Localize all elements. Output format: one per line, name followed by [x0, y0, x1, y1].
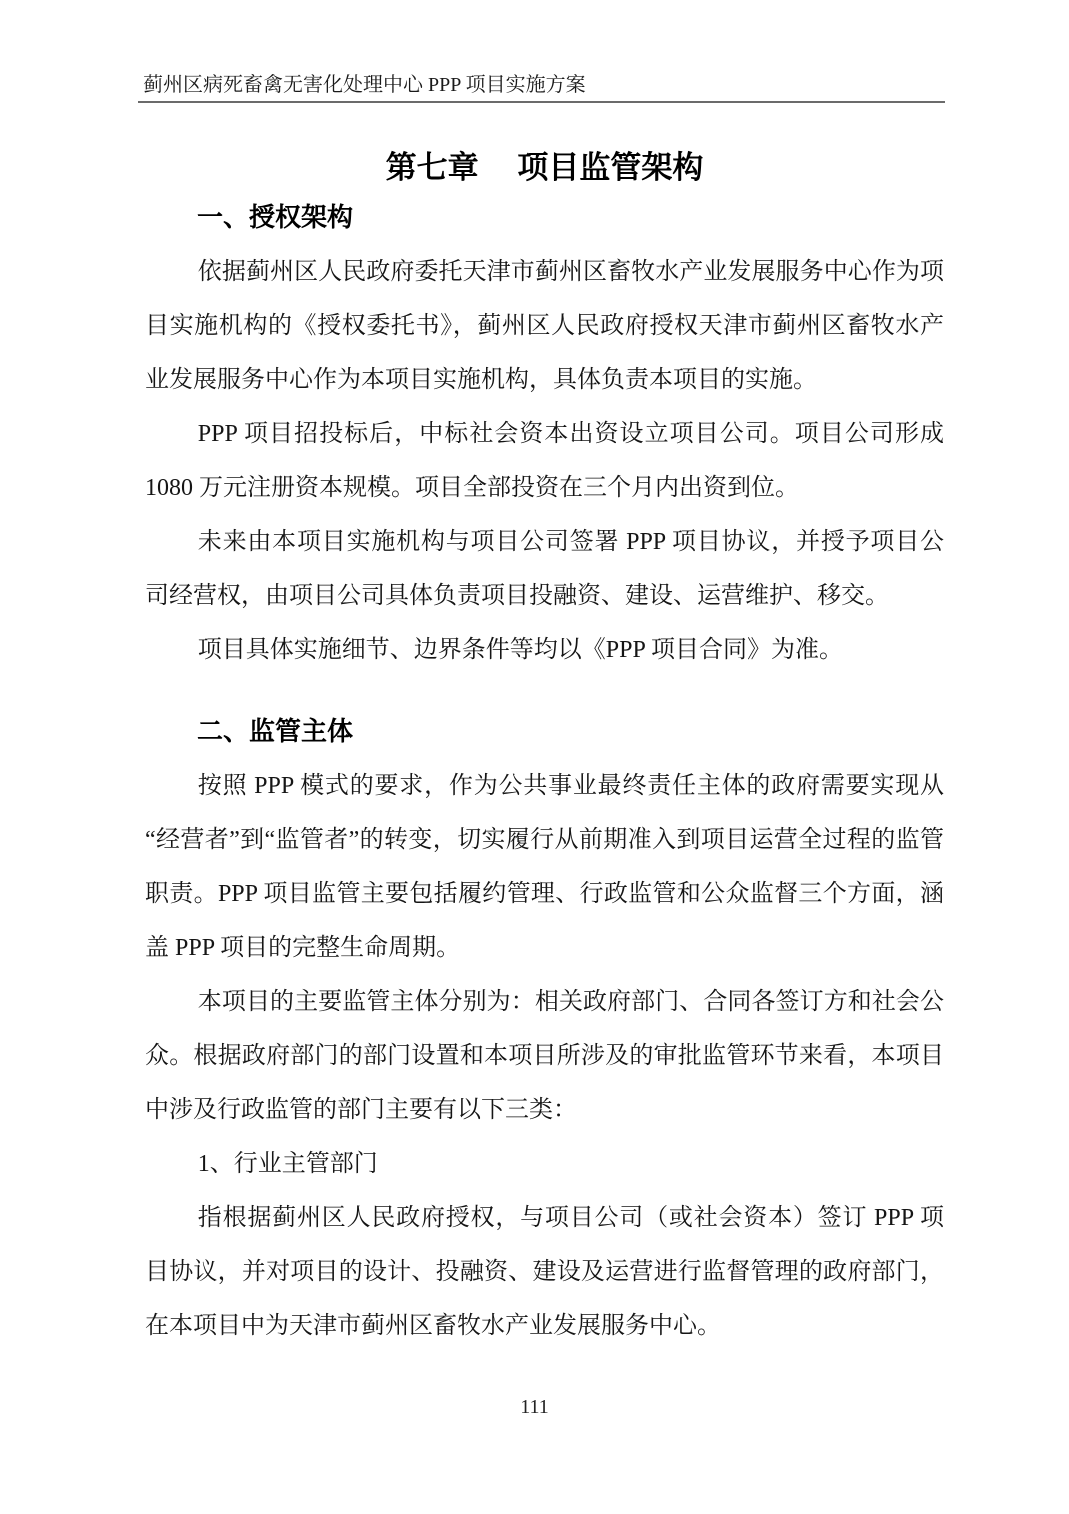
paragraph: 项目具体实施细节、边界条件等均以《PPP 项目合同》为准。: [197, 637, 843, 663]
page-number: 111: [520, 1396, 549, 1418]
section-heading-authorization: 一、授权架构: [197, 203, 354, 232]
paragraph: 未来由本项目实施机构与项目公司签署 PPP 项目协议，并授予项目公司经营权，由项目公司具体负责项目投融资、建设、运营维护、移交。: [145, 529, 944, 609]
paragraph: 本项目的主要监管主体分别为：相关政府部门、合同各签订方和社会公众。根据政府部门的部门设置和本项目所涉及的审批监管环节来看，本项目中涉及行政监管的部门主要有以下三类：: [145, 989, 944, 1123]
page-header: [138, 72, 945, 103]
page-header-title: 蓟州区病死畜禽无害化处理中心 PPP 项目实施方案: [143, 74, 586, 96]
section-heading-supervision: 二、监管主体: [197, 717, 354, 746]
sub-item-heading: 1、行业主管部门: [197, 1151, 378, 1177]
paragraph: 按照 PPP 模式的要求，作为公共事业最终责任主体的政府需要实现从“经营者”到“监管者”的转变，切实履行从前期准入到项目运营全过程的监管职责。PPP 项目监管主要包括履约管理、行政监管和公众监督三个方面，涵盖 PPP 项目的完整生命周期。: [145, 773, 944, 961]
paragraph: PPP 项目招投标后，中标社会资本出资设立项目公司。项目公司形成 1080 万元注册资本规模。项目全部投资在三个月内出资到位。: [145, 421, 944, 501]
document-body: [145, 101, 944, 1353]
chapter-title: 第七章 项目监管架构: [385, 150, 704, 185]
paragraph: 指根据蓟州区人民政府授权，与项目公司（或社会资本）签订 PPP 项目协议，并对项目的设计、投融资、建设及运营进行监督管理的政府部门，在本项目中为天津市蓟州区畜牧水产业发展服务中心。: [145, 1205, 944, 1339]
paragraph: 依据蓟州区人民政府委托天津市蓟州区畜牧水产业发展服务中心作为项目实施机构的《授权委托书》，蓟州区人民政府授权天津市蓟州区畜牧水产业发展服务中心作为本项目实施机构，具体负责本项目的实施。: [145, 259, 944, 393]
